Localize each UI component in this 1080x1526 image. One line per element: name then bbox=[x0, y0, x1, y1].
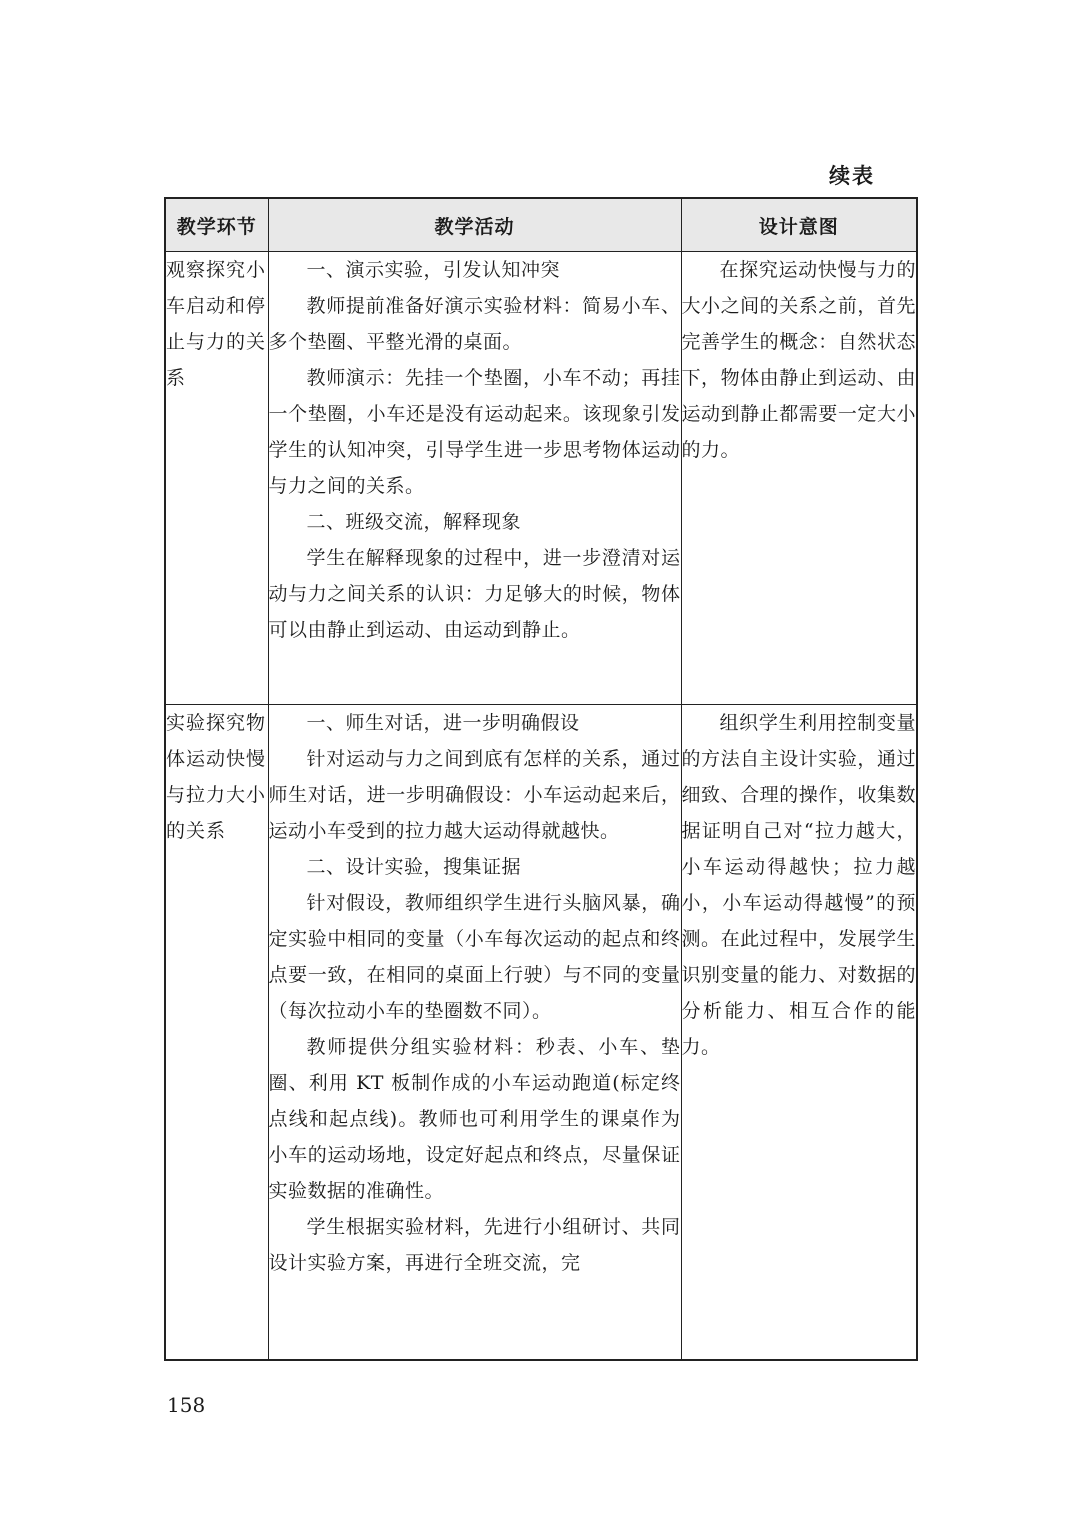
header-teaching-activities: 教学活动 bbox=[268, 198, 681, 252]
stage-cell: 观察探究小车启动和停止与力的关系 bbox=[165, 252, 268, 705]
table-header-row bbox=[165, 198, 917, 252]
intent-cell bbox=[681, 252, 917, 705]
activity-paragraph: 教师提供分组实验材料：秒表、小车、垫圈、利用 KT 板制作成的小车运动跑道(标定终点线和起点线)。教师也可利用学生的课桌作为小车的运动场地，设定好起点和终点，尽量保证实验数据的准确性。 bbox=[268, 1036, 681, 1202]
header-teaching-stage: 教学环节 bbox=[165, 198, 268, 252]
activity-paragraph: 一、演示实验，引发认知冲突 bbox=[306, 259, 561, 281]
activity-paragraph: 学生在解释现象的过程中，进一步澄清对运动与力之间关系的认识：力足够大的时候，物体可以由静止到运动、由运动到静止。 bbox=[268, 547, 681, 641]
lesson-plan-table bbox=[164, 197, 918, 1361]
activity-paragraph: 针对假设，教师组织学生进行头脑风暴，确定实验中相同的变量（小车每次运动的起点和终点要一致，在相同的桌面上行驶）与不同的变量（每次拉动小车的垫圈数不同）。 bbox=[268, 892, 681, 1022]
header-design-intent: 设计意图 bbox=[681, 198, 917, 252]
activity-paragraph: 教师演示：先挂一个垫圈，小车不动；再挂一个垫圈，小车还是没有运动起来。该现象引发学生的认知冲突，引导学生进一步思考物体运动与力之间的关系。 bbox=[268, 367, 681, 497]
intent-paragraph: 在探究运动快慢与力的大小之间的关系之前，首先完善学生的概念：自然状态下，物体由静止到运动、由运动到静止都需要一定大小的力。 bbox=[681, 259, 916, 461]
activity-paragraph: 教师提前准备好演示实验材料：简易小车、多个垫圈、平整光滑的桌面。 bbox=[268, 295, 681, 353]
continued-table-label: 续表 bbox=[829, 164, 875, 188]
page-number: 158 bbox=[167, 1393, 206, 1417]
intent-cell bbox=[681, 705, 917, 1361]
activity-paragraph: 二、班级交流，解释现象 bbox=[306, 511, 522, 533]
intent-paragraph: 组织学生利用控制变量的方法自主设计实验，通过细致、合理的操作，收集数据证明自己对“拉力越大，小车运动得越快；拉力越小，小车运动得越慢”的预测。在此过程中，发展学生识别变量的能力、对数据的分析能力、相互合作的能力。 bbox=[681, 712, 916, 1058]
activity-paragraph: 一、师生对话，进一步明确假设 bbox=[306, 712, 580, 734]
activity-paragraph: 针对运动与力之间到底有怎样的关系，通过师生对话，进一步明确假设：小车运动起来后，运动小车受到的拉力越大运动得就越快。 bbox=[268, 748, 681, 842]
activity-paragraph: 学生根据实验材料，先进行小组研讨、共同设计实验方案，再进行全班交流，完 bbox=[268, 1216, 681, 1274]
stage-cell: 实验探究物体运动快慢与拉力大小的关系 bbox=[165, 705, 268, 1361]
activity-paragraph: 二、设计实验，搜集证据 bbox=[306, 856, 522, 878]
table-row bbox=[165, 252, 917, 705]
activities-cell bbox=[268, 252, 681, 705]
table-row bbox=[165, 705, 917, 1361]
activities-cell bbox=[268, 705, 681, 1361]
